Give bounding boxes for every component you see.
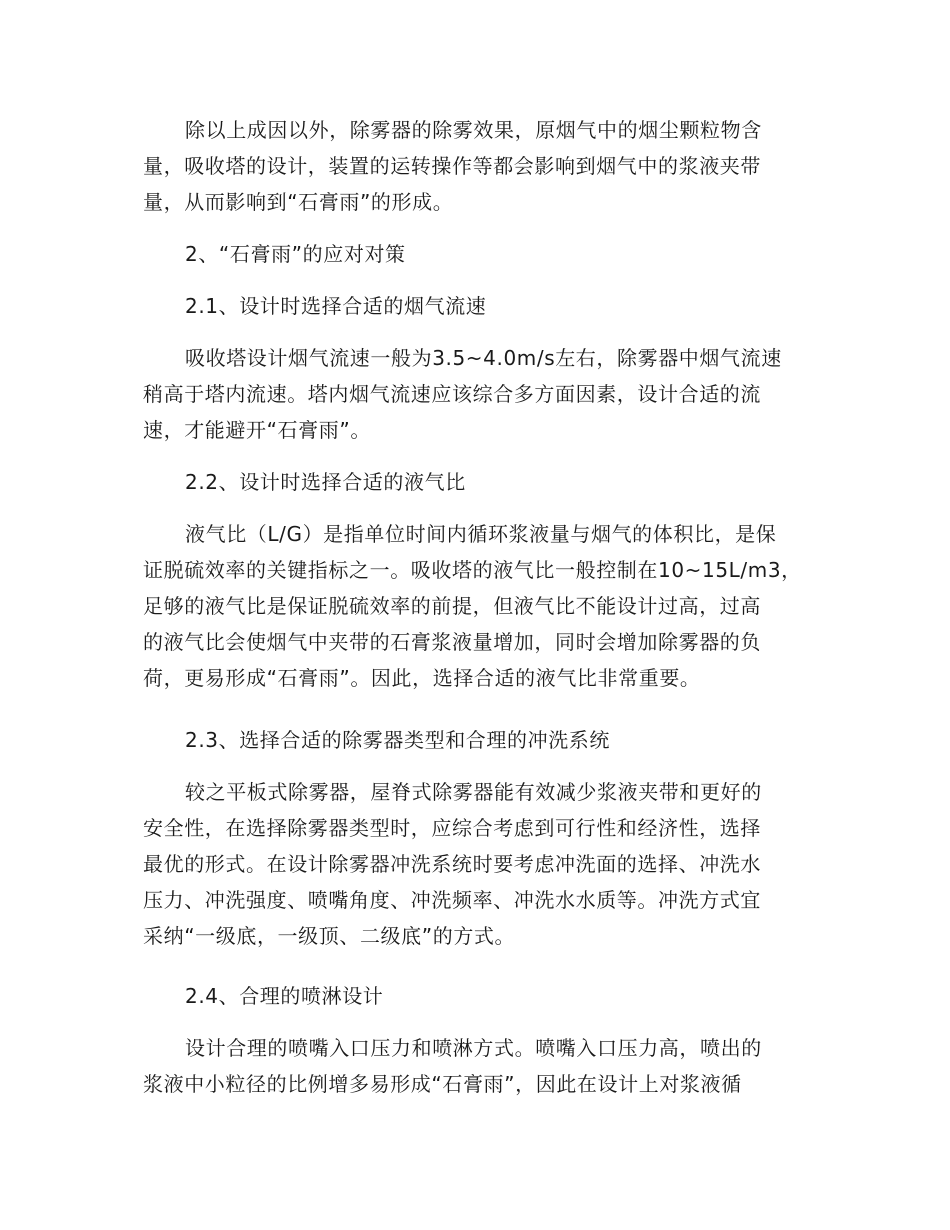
paragraph-line: 设计合理的喷嘴入口压力和喷淋方式。喷嘴入口压力高，喷出的 [185, 1036, 762, 1060]
subsection-heading: 2.2、设计时选择合适的液气比 [185, 470, 466, 494]
paragraph-line: 量，吸收塔的设计，装置的运转操作等都会影响到烟气中的浆液夹带 [143, 154, 761, 178]
paragraph-line: 稍高于塔内流速。塔内烟气流速应该综合多方面因素，设计合适的流 [143, 382, 761, 406]
paragraph-line: 证脱硫效率的关键指标之一。吸收塔的液气比一般控制在10~15L/m3， [143, 558, 802, 582]
paragraph-line: 足够的液气比是保证脱硫效率的前提，但液气比不能设计过高，过高 [143, 594, 761, 618]
paragraph-line: 压力、冲洗强度、喷嘴角度、冲洗频率、冲洗水水质等。冲洗方式宜 [143, 888, 761, 912]
paragraph-line: 液气比（L/G）是指单位时间内循环浆液量与烟气的体积比，是保 [185, 522, 777, 546]
paragraph-line: 最优的形式。在设计除雾器冲洗系统时要考虑冲洗面的选择、冲洗水 [143, 852, 761, 876]
paragraph-line: 荷，更易形成“石膏雨”。因此，选择合适的液气比非常重要。 [143, 666, 701, 690]
subsection-heading: 2.1、设计时选择合适的烟气流速 [185, 294, 487, 318]
paragraph-line: 的液气比会使烟气中夹带的石膏浆液量增加，同时会增加除雾器的负 [143, 630, 761, 654]
paragraph-line: 安全性，在选择除雾器类型时，应综合考虑到可行性和经济性，选择 [143, 816, 761, 840]
subsection-heading: 2.4、合理的喷淋设计 [185, 984, 384, 1008]
subsection-heading: 2.3、选择合适的除雾器类型和合理的冲洗系统 [185, 728, 611, 752]
paragraph-line: 较之平板式除雾器，屋脊式除雾器能有效减少浆液夹带和更好的 [185, 780, 762, 804]
paragraph-line: 吸收塔设计烟气流速一般为3.5~4.0m/s左右，除雾器中烟气流速 [185, 346, 782, 370]
paragraph-line: 采纳“一级底，一级顶、二级底”的方式。 [143, 924, 516, 948]
paragraph-line: 除以上成因以外，除雾器的除雾效果，原烟气中的烟尘颗粒物含 [185, 118, 762, 142]
paragraph-line: 浆液中小粒径的比例增多易形成“石膏雨”，因此在设计上对浆液循 [143, 1072, 742, 1096]
paragraph-line: 速，才能避开“石膏雨”。 [143, 418, 371, 442]
section-heading: 2、“石膏雨”的应对对策 [185, 242, 406, 266]
paragraph-line: 量，从而影响到“石膏雨”的形成。 [143, 190, 454, 214]
